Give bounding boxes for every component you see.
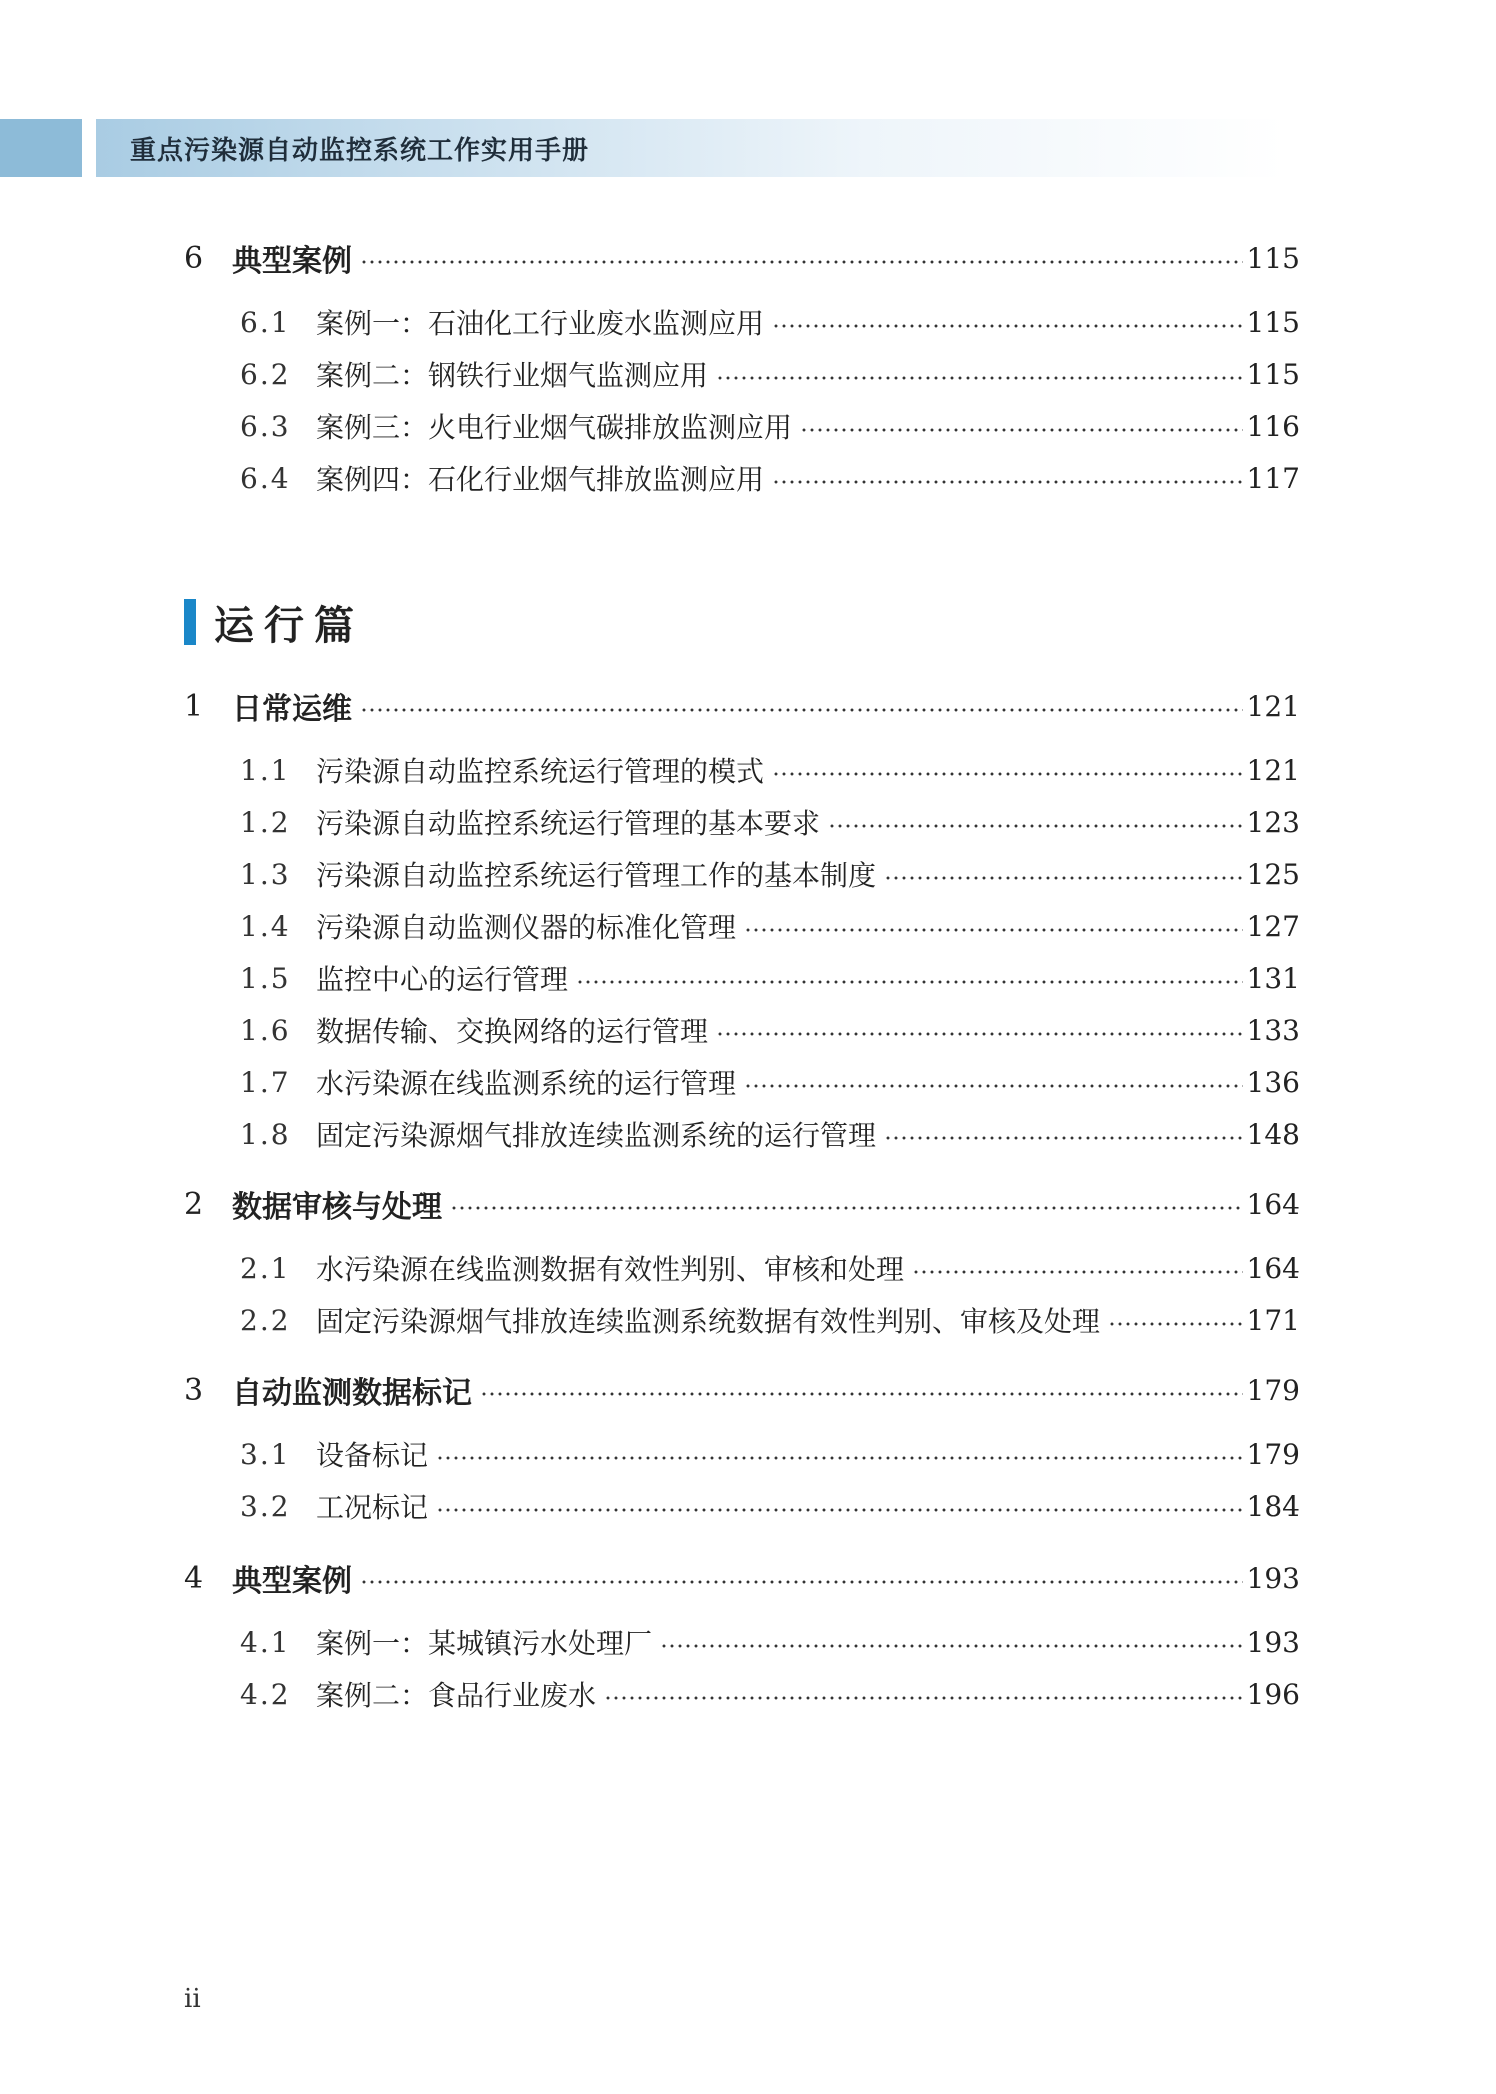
entry-number: 6.1 [240,305,291,339]
book-title: 重点污染源自动监控系统工作实用手册 [130,135,590,166]
entry-number: 6.3 [240,409,291,443]
dot-leader [604,1696,1243,1700]
entry-page-number: 164 [1246,1187,1300,1221]
dot-leader [884,876,1243,880]
entry-title: 典型案例 [232,1564,352,1599]
toc-section-entry[interactable] [240,904,1300,948]
entry-page-number: 193 [1246,1561,1300,1595]
entry-title: 污染源自动监控系统运行管理的模式 [316,755,765,788]
dot-leader [744,1084,1243,1088]
entry-title: 数据审核与处理 [232,1190,442,1225]
dot-leader [772,480,1243,484]
entry-number: 6 [184,240,204,276]
entry-number: 3.2 [240,1489,291,1523]
entry-number: 1.7 [240,1065,291,1099]
entry-title: 污染源自动监测仪器的标准化管理 [316,911,737,944]
entry-number: 3.1 [240,1437,291,1471]
entry-number: 2 [184,1186,204,1222]
entry-number: 4.2 [240,1677,291,1711]
entry-title: 案例三：火电行业烟气碳排放监测应用 [316,411,793,444]
running-header [96,119,1496,177]
entry-page-number: 179 [1246,1437,1300,1471]
entry-title: 案例四：石化行业烟气排放监测应用 [316,463,765,496]
dot-leader [772,772,1243,776]
entry-page-number: 164 [1246,1251,1300,1285]
entry-number: 2.2 [240,1303,291,1337]
entry-page-number: 121 [1246,689,1300,723]
toc-chapter-entry[interactable] [184,1182,1300,1226]
entry-title: 自动监测数据标记 [232,1376,472,1411]
entry-page-number: 115 [1246,357,1300,391]
part-title: 运行篇 [214,602,364,649]
entry-number: 1 [184,688,204,724]
entry-number: 1.3 [240,857,291,891]
entry-title: 案例二：食品行业废水 [316,1679,597,1712]
dot-leader [912,1270,1243,1274]
toc-section-entry[interactable] [240,456,1300,500]
entry-page-number: 125 [1246,857,1300,891]
dot-leader [360,260,1243,264]
entry-number: 6.2 [240,357,291,391]
toc-chapter-entry[interactable] [184,1368,1300,1412]
toc-section-entry[interactable] [240,1008,1300,1052]
dot-leader [800,428,1243,432]
dot-leader [1108,1322,1243,1326]
dot-leader [360,1580,1243,1584]
toc-section-entry[interactable] [240,1620,1300,1664]
entry-number: 6.4 [240,461,291,495]
dot-leader [360,708,1243,712]
entry-number: 4 [184,1560,204,1596]
dot-leader [744,928,1243,932]
entry-title: 固定污染源烟气排放连续监测系统数据有效性判别、审核及处理 [316,1305,1101,1338]
entry-page-number: 115 [1246,305,1300,339]
entry-title: 固定污染源烟气排放连续监测系统的运行管理 [316,1119,877,1152]
dot-leader [576,980,1243,984]
entry-title: 污染源自动监控系统运行管理工作的基本制度 [316,859,877,892]
entry-title: 设备标记 [316,1439,429,1472]
toc-chapter-entry[interactable] [184,1556,1300,1600]
entry-page-number: 179 [1246,1373,1300,1407]
entry-title: 案例一：某城镇污水处理厂 [316,1627,653,1660]
page-folio: ii [184,1984,201,2014]
entry-number: 1.1 [240,753,291,787]
entry-page-number: 121 [1246,753,1300,787]
toc-section-entry[interactable] [240,404,1300,448]
entry-title: 工况标记 [316,1491,429,1524]
entry-page-number: 184 [1246,1489,1300,1523]
entry-title: 水污染源在线监测系统的运行管理 [316,1067,737,1100]
toc-section-entry[interactable] [240,800,1300,844]
toc-section-entry[interactable] [240,352,1300,396]
dot-leader [716,1032,1243,1036]
entry-number: 3 [184,1372,204,1408]
toc-section-entry[interactable] [240,1112,1300,1156]
dot-leader [828,824,1243,828]
toc-section-entry[interactable] [240,1246,1300,1290]
toc-section-entry[interactable] [240,1484,1300,1528]
toc-section-entry[interactable] [240,1060,1300,1104]
entry-page-number: 115 [1246,241,1300,275]
toc-section-entry[interactable] [240,300,1300,344]
entry-number: 1.4 [240,909,291,943]
part-heading [184,598,364,649]
entry-number: 2.1 [240,1251,291,1285]
entry-title: 典型案例 [232,244,352,279]
entry-title: 案例一：石油化工行业废水监测应用 [316,307,765,340]
entry-page-number: 193 [1246,1625,1300,1659]
dot-leader [450,1206,1243,1210]
entry-title: 水污染源在线监测数据有效性判别、审核和处理 [316,1253,905,1286]
entry-page-number: 148 [1246,1117,1300,1151]
entry-page-number: 131 [1246,961,1300,995]
toc-section-entry[interactable] [240,1432,1300,1476]
toc-section-entry[interactable] [240,1298,1300,1342]
toc-section-entry[interactable] [240,956,1300,1000]
entry-title: 案例二：钢铁行业烟气监测应用 [316,359,709,392]
dot-leader [436,1508,1243,1512]
entry-page-number: 116 [1246,409,1300,443]
entry-number: 1.8 [240,1117,291,1151]
entry-number: 4.1 [240,1625,291,1659]
part-heading-marker [184,599,196,645]
toc-section-entry[interactable] [240,1672,1300,1716]
dot-leader [772,324,1243,328]
toc-chapter-entry[interactable] [184,684,1300,728]
toc-chapter-entry[interactable] [184,236,1300,280]
entry-number: 1.2 [240,805,291,839]
entry-number: 1.5 [240,961,291,995]
dot-leader [436,1456,1243,1460]
entry-page-number: 123 [1246,805,1300,839]
entry-page-number: 136 [1246,1065,1300,1099]
entry-title: 数据传输、交换网络的运行管理 [316,1015,709,1048]
entry-title: 监控中心的运行管理 [316,963,569,996]
entry-title: 日常运维 [232,692,352,727]
dot-leader [660,1644,1243,1648]
entry-page-number: 117 [1246,461,1300,495]
entry-number: 1.6 [240,1013,291,1047]
toc-section-entry[interactable] [240,852,1300,896]
entry-page-number: 133 [1246,1013,1300,1047]
entry-page-number: 171 [1246,1303,1300,1337]
toc-section-entry[interactable] [240,748,1300,792]
dot-leader [480,1392,1243,1396]
entry-page-number: 196 [1246,1677,1300,1711]
dot-leader [884,1136,1243,1140]
dot-leader [716,376,1243,380]
entry-title: 污染源自动监控系统运行管理的基本要求 [316,807,821,840]
header-accent-block [0,119,82,177]
entry-page-number: 127 [1246,909,1300,943]
